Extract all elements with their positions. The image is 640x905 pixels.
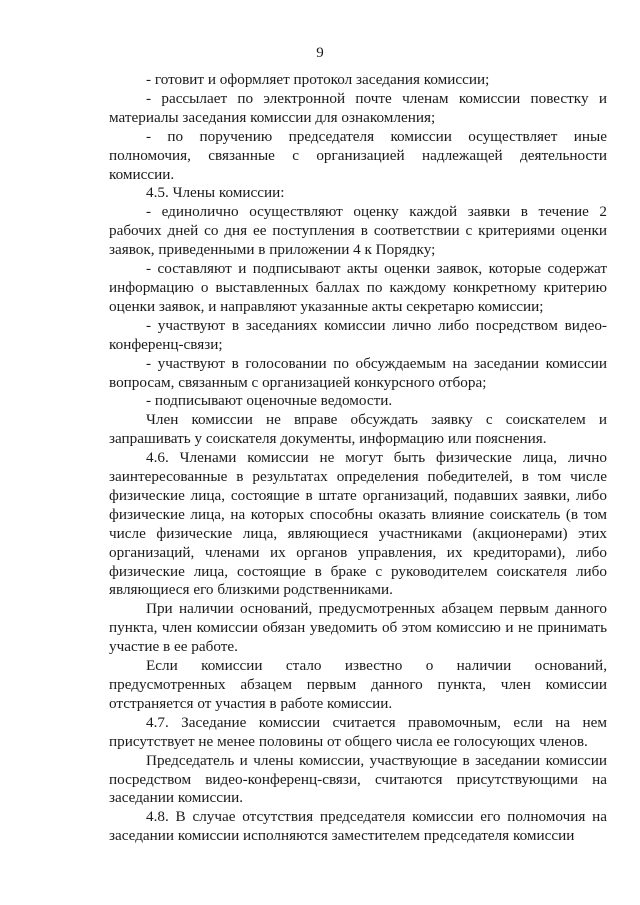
paragraph: - готовит и оформляет протокол заседания комиссии; xyxy=(146,71,490,88)
paragraph: Если комиссии стало известно о наличии оснований, предусмотренных абзацем первым данного пункта, член комиссии отстраняется от участия в работе комиссии. xyxy=(109,657,607,712)
paragraph: - участвуют в заседаниях комиссии лично либо посредством видео-конференц-связи; xyxy=(109,316,607,353)
page-number: 9 xyxy=(316,45,324,61)
paragraph: При наличии оснований, предусмотренных абзацем первым данного пункта, член комиссии обязан уведомить об этом комиссию и не принимать участие в ее работе. xyxy=(109,600,607,656)
paragraph: - единолично осуществляют оценку каждой заявки в течение 2 рабочих дней со дня ее поступления в соответствии с критериями оценки заявок, приведенными в приложении 4 к Порядку; xyxy=(109,203,607,259)
paragraph: Председатель и члены комиссии, участвующие в заседании комиссии посредством видео-конференц-связи, считаются присутствующими на заседании комиссии. xyxy=(109,751,607,807)
paragraph: - рассылает по электронной почте членам комиссии повестку и материалы заседания комиссии для ознакомления; xyxy=(109,89,607,126)
paragraph: 4.8. В случае отсутствия председателя комиссии его полномочия на заседании комиссии исполняются заместителем председателя комиссии xyxy=(109,808,607,845)
paragraph: 4.6. Членами комиссии не могут быть физические лица, лично заинтересованные в результатах определения победителей, в том числе физические лица, состоящие в штате организаций, подавших заявки, либо физические лица, на которых способны оказать влияние соискатель (в том числе физические лица, являющиеся участниками (акционерами) этих организаций, членами их органов управления, их кредиторами), либо физические лица, состоящие в браке с руководителем соискателя либо являющиеся его близкими родственниками. xyxy=(109,449,607,599)
paragraph: - участвуют в голосовании по обсуждаемым на заседании комиссии вопросам, связанным с организацией конкурсного отбора; xyxy=(109,354,607,391)
section-heading: 4.5. Члены комиссии: xyxy=(146,184,285,202)
paragraph: - по поручению председателя комиссии осуществляет иные полномочия, связанные с организацией надлежащей деятельности комиссии. xyxy=(109,127,607,183)
paragraph: - подписывают оценочные ведомости. xyxy=(146,392,393,410)
paragraph: - составляют и подписывают акты оценки заявок, которые содержат информацию о выставленных баллах по каждому конкретному критерию оценки заявок, и направляют указанные акты секретарю комиссии; xyxy=(109,260,607,315)
paragraph: Член комиссии не вправе обсуждать заявку с соискателем и запрашивать у соискателя документы, информацию или пояснения. xyxy=(109,411,607,448)
document-body xyxy=(109,71,607,846)
paragraph: 4.7. Заседание комиссии считается правомочным, если на нем присутствует не менее половины от общего числа ее голосующих членов. xyxy=(109,713,607,750)
